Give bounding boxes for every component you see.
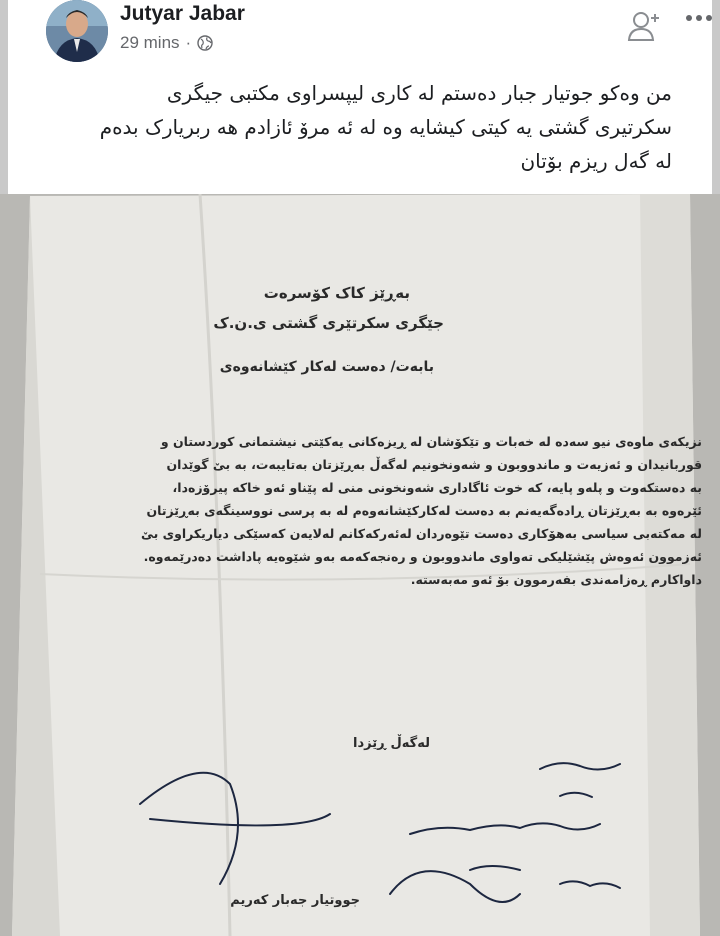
letter-body-line: ئێرەوە بە بەڕێزتان ڕادەگەیەنم بە دەست لەکارکێشانەوەم لە بە پرسی نووسینگەی بەڕێزتان [146, 503, 702, 518]
letter-sender: جووتیار جەبار کەریم [230, 893, 360, 908]
letter-subject: بابەت/ دەست لەکار کێشانەوەی [219, 359, 434, 375]
letter-closing: لەگەڵ ڕێزدا [353, 736, 430, 751]
letter-body-line: نزیکەی ماوەی نیو سەدە لە خەبات و تێکۆشان لە ڕیزەکانی یەکێتی نیشتمانی کوردستان و [160, 434, 702, 449]
letter-body-line: داواکارم ڕەزامەندی بفەرموون بۆ ئەو مەبەستە. [410, 572, 702, 587]
post-photo[interactable] [0, 194, 720, 936]
letter-body-line: لە مەکتەبی سیاسی بەهۆکاری دەست تێوەردان لەئەرکەکانم لەلایەن کەسێکی دیاریکراوی بێ [140, 526, 702, 541]
post-text-line: من وەکو جوتیار جبار دەستم لە کاری لیپسراوی مکتبی جیگری [166, 81, 672, 105]
post-card [8, 0, 712, 194]
meta-separator: · [185, 33, 192, 52]
post-text-line: سکرتیری گشتی یە کیتی کیشایە وە لە ئە مرۆ ئازادم هە ربریارک بدەم [99, 115, 672, 139]
more-options-icon[interactable] [684, 12, 714, 24]
post-time[interactable]: 29 mins [120, 33, 180, 52]
letter-salutation: بەڕێز کاک کۆسرەت [263, 284, 410, 302]
post-text-line: لە گەل ریزم بۆتان [520, 149, 672, 173]
author-name[interactable]: Jutyar Jabar [120, 2, 245, 25]
letter-body-line: بە دەستکەوت و پلەو پایە، کە خوت ئاگاداری شەونخونی منی لە پێناو ئەو خاکە پیرۆزەدا، [172, 480, 702, 495]
post-text [32, 76, 672, 178]
handwritten-notes [0, 194, 720, 936]
post-meta [120, 33, 213, 53]
avatar-image [46, 0, 108, 62]
globe-icon [197, 35, 213, 51]
letter-body-line: قوربانیدان و ئەزیەت و ماندووبون و شەونخونیم لەگەڵ بەڕێزتان بەتایبەت، بە بێ گوێدان [166, 457, 702, 472]
add-friend-icon[interactable] [626, 8, 662, 44]
avatar[interactable] [46, 0, 108, 62]
letter-body-line: ئەزموون ئەوەش پێشێلیکی تەواوی ماندووبون و رەنجەکەمە بەو شێوەیە پاداشت دەدرێمەوە. [143, 549, 702, 564]
letter-recipient-title: جێگری سکرتێری گشتی ی.ن.ک [213, 314, 444, 332]
